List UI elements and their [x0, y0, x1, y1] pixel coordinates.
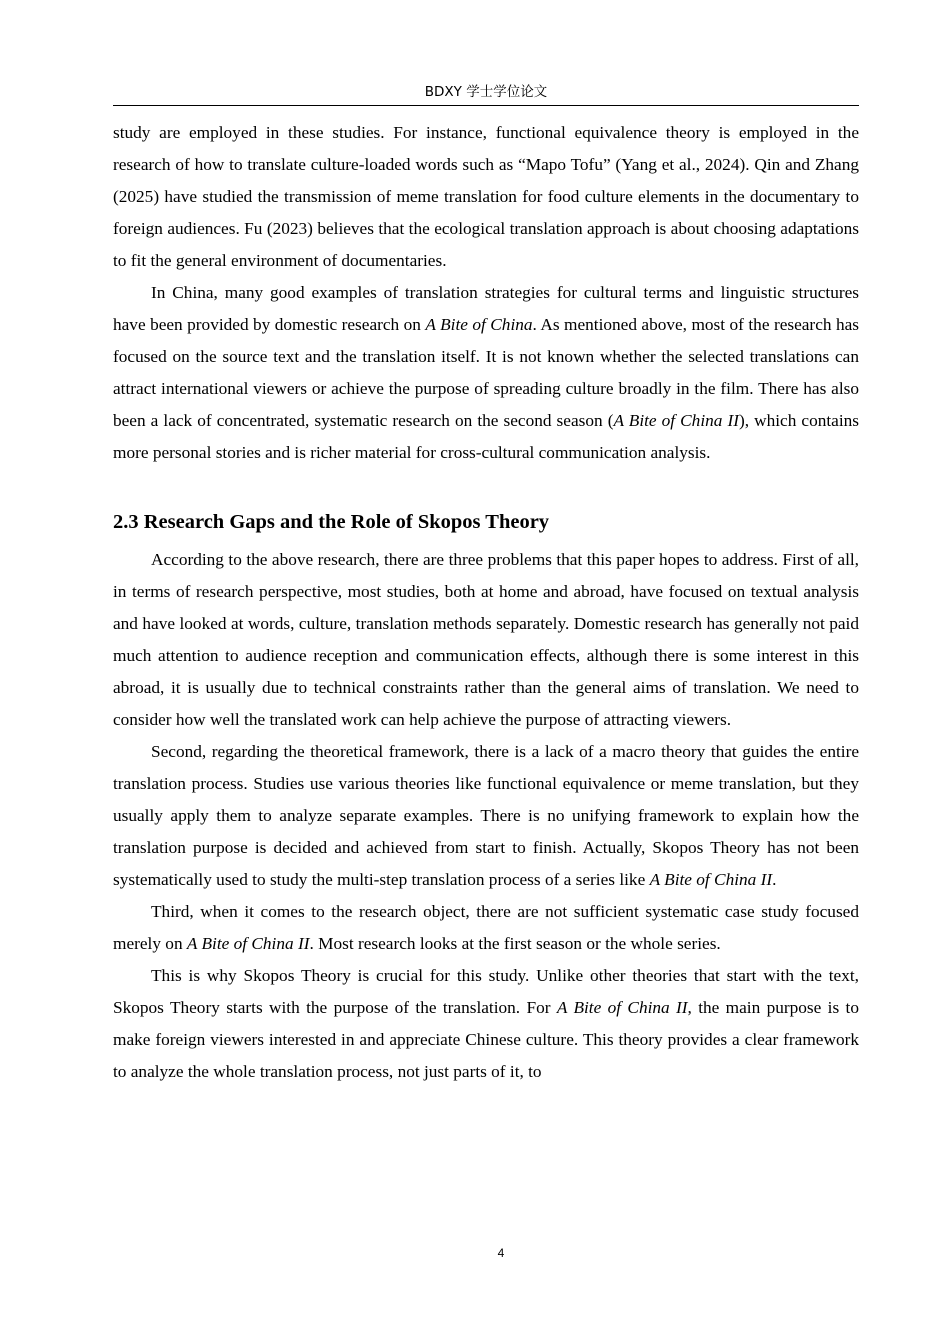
paragraph-text: In China, many good examples of translation strategies for cultural terms and linguistic structures have been provided by domestic research on: [113, 283, 859, 334]
paragraph-research-object: [113, 896, 859, 960]
running-header: BDXY 学士学位论文: [424, 84, 548, 100]
paragraph-text: Second, regarding the theoretical framework, there is a lack of a macro theory that guides the entire translation process. Studies use various theories like functional equivalence or meme translation, but they usually apply them to analyze separate examples. There is no unifying framework to explain how the translation purpose is decided and achieved from start to finish. Actually, Skopos Theory has not been systematically used to study the multi-step translation process of a series like: [113, 742, 859, 889]
paragraph-text: . Most research looks at the first season or the whole series.: [309, 934, 721, 953]
body-text: [113, 117, 859, 1088]
section-heading: 2.3 Research Gaps and the Role of Skopos Theory: [113, 511, 550, 533]
page-number: 4: [497, 1246, 505, 1260]
paragraph-continuation: study are employed in these studies. For instance, functional equivalence theory is employed in the research of how to translate culture-loaded words such as “Mapo Tofu” (Yang et al., 2024). Qin and Zhang (2025) have studied the transmission of meme translation for food culture elements in the documentary to foreign audiences. Fu (2023) believes that the ecological translation approach is about choosing adaptations to fit the general environment of documentaries.: [113, 123, 859, 270]
title-italic: A Bite of China II: [649, 870, 773, 889]
paragraph-text: This is why Skopos Theory is crucial for this study. Unlike other theories that start with the text, Skopos Theory starts with the purpose of the translation. For: [113, 966, 859, 1017]
paragraph-text: . As mentioned above, most of the research has focused on the source text and the translation itself. It is not known whether the selected translations can attract international viewers or achieve the purpose of spreading culture broadly in the film. There has also been a lack of concentrated, systematic research on the second season (: [113, 315, 859, 430]
title-italic: A Bite of China II: [613, 411, 739, 430]
header-rule: [113, 105, 859, 106]
paragraph-text: , the main purpose is to make foreign viewers interested in and appreciate Chinese culture. This theory provides a clear framework to analyze the whole translation process, not just parts of it, to: [113, 998, 859, 1081]
paragraph-text: ), which contains more personal stories and is richer material for cross-cultural communication analysis.: [113, 411, 860, 462]
paragraph-domestic-research: [113, 277, 859, 469]
paragraph-theoretical-framework: [113, 736, 859, 896]
paragraph-text: .: [772, 870, 777, 889]
paragraph-problems: According to the above research, there are three problems that this paper hopes to address. First of all, in terms of research perspective, most studies, both at home and abroad, have focused on textual analysis and have looked at words, culture, translation methods separately. Domestic research has generally not paid much attention to audience reception and communication effects, although there is some interest in this abroad, it is usually due to technical constraints rather than the general aims of translation. We need to consider how well the translated work can help achieve the purpose of attracting viewers.: [113, 550, 859, 729]
paragraph-text: Third, when it comes to the research object, there are not sufficient systematic case study focused merely on: [113, 902, 859, 953]
title-italic: A Bite of China: [425, 315, 533, 334]
title-italic: A Bite of China II: [186, 934, 310, 953]
paragraph-skopos-role: [113, 960, 859, 1088]
title-italic: A Bite of China II: [556, 998, 688, 1017]
